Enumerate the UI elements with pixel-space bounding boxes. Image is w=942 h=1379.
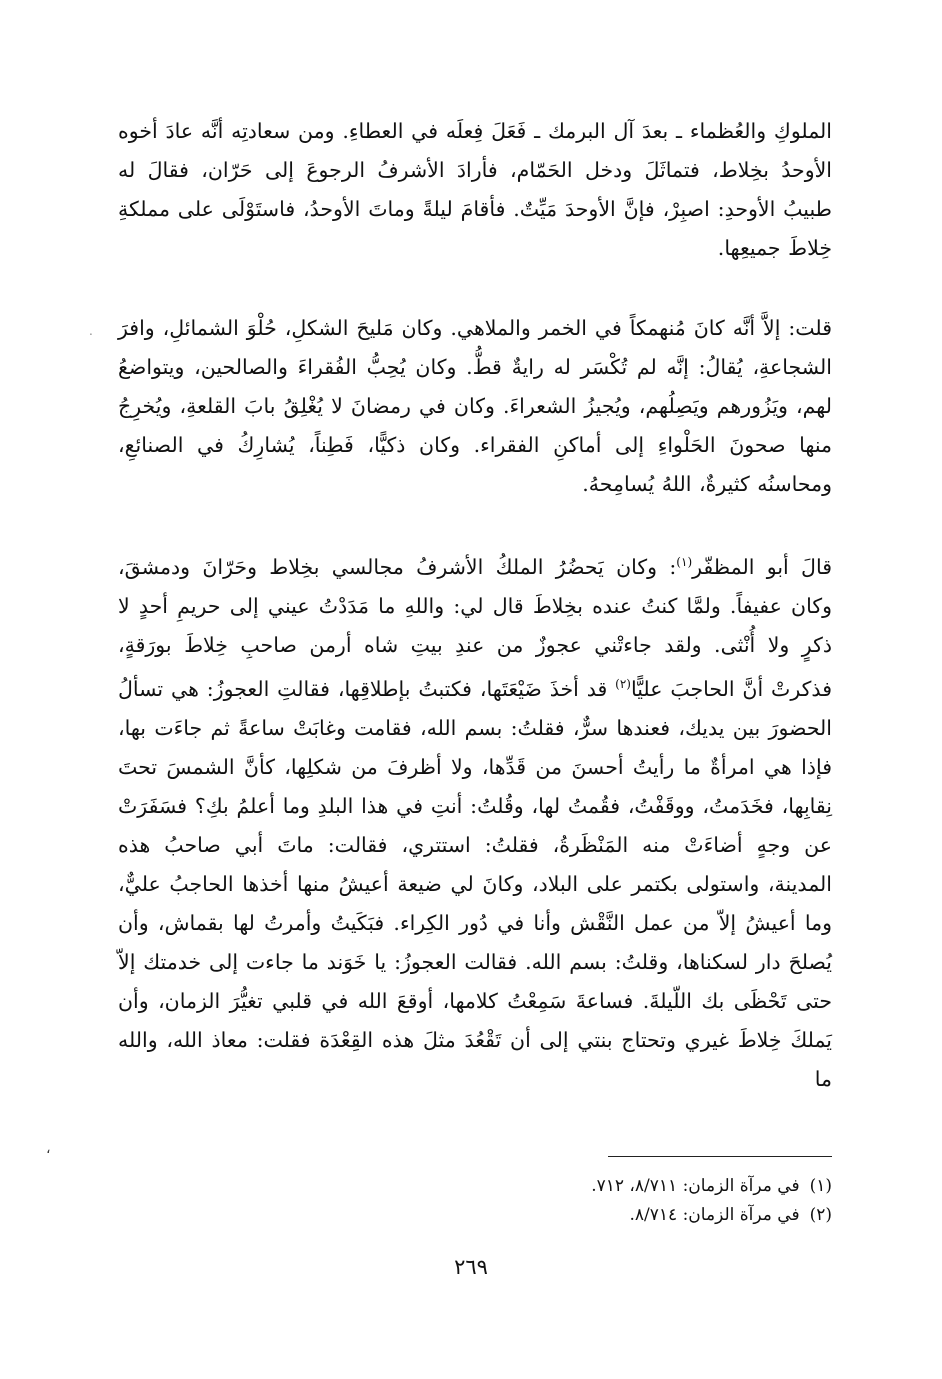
- margin-speck: .: [89, 324, 93, 338]
- paragraph-3-mid: : وكان يَحضُرُ الملكُ الأشرفُ مجالسي بخِلاط وحَرّانَ ودمشقَ، وكان عفيفاً. ولمَّا كنتُ عنده بخِلاطَ قال لي: واللهِ ما مَدَدْتُ عيني إلى حريمِ أحدٍ لا ذكرٍ ولا أُنْثى. ولقد جاءتْني عجوزٌ من عندِ بيتِ شاه أرمن صاحبِ خِلاطَ بورَقةٍ، فذكرتْ أنَّ الحاجبَ عليًّا: [118, 554, 832, 701]
- margin-mark: ،: [46, 1141, 51, 1157]
- paragraph-3-start: قالَ أبو المظفّر: [692, 554, 832, 579]
- footnote-text: في مرآة الزمان: ٨/٧١٤.: [629, 1205, 800, 1225]
- footnote-text: في مرآة الزمان: ٨/٧١١، ٧١٢.: [591, 1176, 800, 1196]
- footnotes: [432, 1172, 832, 1230]
- footnote-2: [432, 1201, 832, 1230]
- footnote-separator: [608, 1156, 832, 1157]
- footnote-number: (٢): [809, 1205, 832, 1225]
- footnote-number: (١): [809, 1176, 832, 1196]
- footnote-ref-1: (١): [676, 555, 693, 569]
- footnote-ref-2: (٢): [615, 676, 631, 691]
- paragraph-3: [118, 543, 832, 1099]
- footnote-1: [432, 1172, 832, 1201]
- paragraph-2: قلت: إلاَّ أنَّه كانَ مُنهمكاً في الخمر والملاهي. وكان مَليحَ الشكلِ، حُلْوَ الشمائلِ، وافرَ الشجاعةِ، يُقالُ: إنَّه لم تُكْسَر له رايةٌ قطُّ. وكان يُحِبُّ الفُقراءَ والصالحين، ويتواضعُ لهم، ويَزُورهم ويَصِلُهم، ويُجيزُ الشعراءَ. وكان في رمضانَ لا يُغْلِقُ بابَ القلعةِ، ويُخرِجُ منها صحونَ الحَلْواءِ إلى أماكنِ الفقراء. وكان ذكيًّا، فَطِناً، يُشارِكُ في الصنائعِ، ومحاسنُه كثيرةٌ، اللهُ يُسامِحهُ.: [118, 316, 832, 496]
- paragraph-3-end: قد أخذَ ضَيْعَتَها، فكتبتُ بإطلاقِها، فقالتِ العجوزُ: هي تسألُ الحضورَ بين يديك، فعندها سرٌّ، فقلتُ: بسم الله، فقامت وغابَتْ ساعةً ثم جاءَت بها، فإذا هي امرأةٌ ما رأيتُ أحسنَ من قَدِّها، ولا أظرفَ من شكلِها، كأنَّ الشمسَ تحتَ نِقابِها، فخَدَمتُ، ووقَفْتُ، فقُمتُ لها، وقُلتُ: أنتِ في هذا البلدِ وما أعلمُ بكِ؟ فسَفَرَتْ عن وجهٍ أضاءَتْ منه المَنْظَرةُ، فقلتُ: استتري، فقالت: ماتَ أبي صاحبُ هذه المدينة، واستولى بكتمر على البلاد، وكانَ لي ضيعة أعيشُ منها أخذها الحاجبُ عليٌّ، وما أعيشُ إلاّ من عمل النَّقْش وأنا في دُور الكِراء. فبَكَيتُ وأمرتُ لها بقماش، وأن يُصلحَ دار لسكناها، وقلتُ: بسم الله. فقالت العجوزُ: يا خَوَند ما جاءت إلى خدمتك إلاّ حتى تَحْظَى بك اللّيلةَ. فساعةَ سَمِعْتُ كلامها، أوقعَ الله في قلبي تغيُّرَ الزمان، وأن يَملكَ خِلاطَ غيري وتحتاج بنتي إلى أن تَقْعُدَ مثلَ هذه القِعْدَة فقلت: معاذ الله، والله ما: [118, 676, 832, 1091]
- page-number: ٢٦٩: [454, 1255, 488, 1279]
- paragraph-1: الملوكِ والعُظماء ـ بعدَ آل البرمك ـ فَعَلَ فِعلَه في العطاءِ. ومن سعادتِه أنَّه عادَ أخوه الأوحدُ بخِلاط، فتماثَلَ ودخل الحَمّام، فأرادَ الأشرفُ الرجوعَ إلى حَرّان، فقالَ له طبيبُ الأوحدِ: اصبِرْ، فإنَّ الأوحدَ مَيِّتٌ. فأقامَ ليلةً وماتَ الأوحدُ، فاستَوْلَى على مملكةِ خِلاطَ جميعِها.: [118, 119, 832, 260]
